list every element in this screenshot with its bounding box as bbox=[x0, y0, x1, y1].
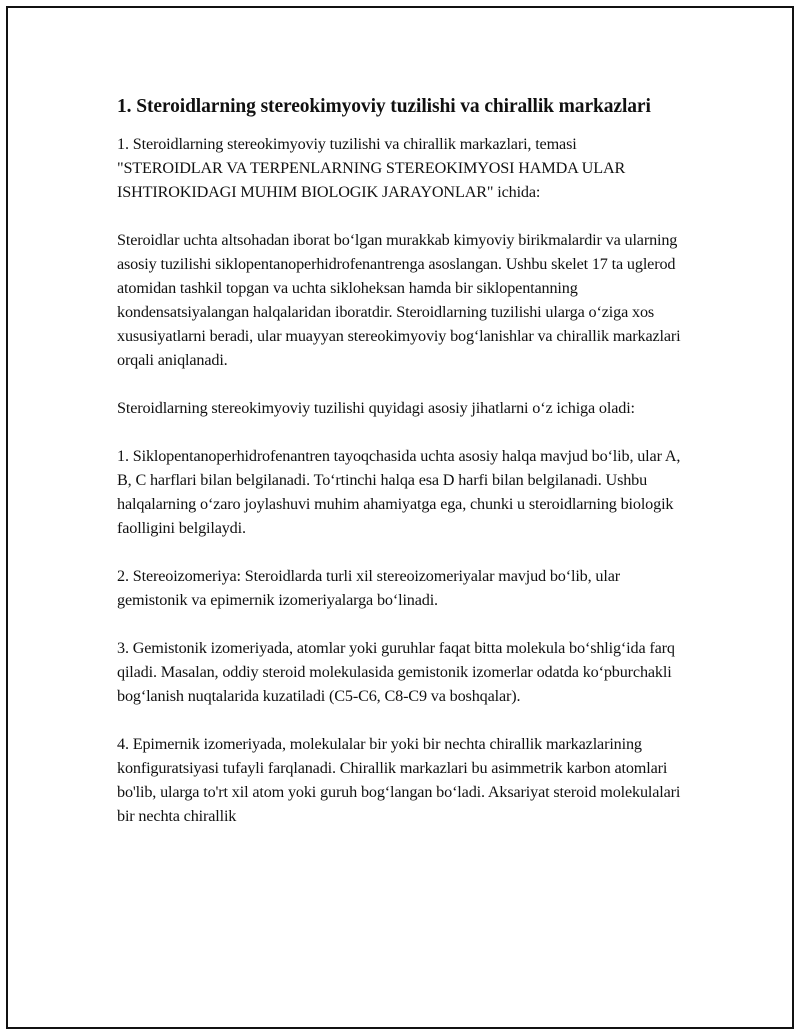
intro-paragraph: 1. Steroidlarning stereokimyoviy tuzilishi va chirallik markazlari, temasi "STEROIDLAR VA TERPENLARNING STEREOKIMYOSI HAMDA ULAR ISHTIROKIDAGI MUHIM BIOLOGIK JARAYONLAR" ichida: bbox=[117, 135, 626, 201]
body-paragraph-definition: Steroidlar uchta altsohadan iborat bo‘lgan murakkab kimyoviy birikmalardir va ularning asosiy tuzilishi siklopentanoperhidrofenantrenga asoslangan. Ushbu skelet 17 ta uglerod atomidan tashkil topgan va uchta sikloheksan hamda bir siklopentanning kondensatsiyalangan halqalaridan iboratdir. Steroidlarning tuzilishi ularga o‘ziga xos xususiyatlarni beradi, ular muayyan stereokimyoviy bog‘lanishlar va chirallik markazlari orqali aniqlanadi. bbox=[117, 231, 681, 369]
body-paragraph-aspects-intro: Steroidlarning stereokimyoviy tuzilishi quyidagi asosiy jihatlarni o‘z ichiga oladi: bbox=[117, 399, 635, 417]
list-item-1: 1. Siklopentanoperhidrofenantren tayoqchasida uchta asosiy halqa mavjud bo‘lib, ular A, B, C harflari bilan belgilanadi. To‘rtinchi halqa esa D harfi bilan belgilanadi. Ushbu halqalarning o‘zaro joylashuvi muhim ahamiyatga ega, chunki u steroidlarning biologik faolligini belgilaydi. bbox=[117, 447, 681, 537]
list-item-2: 2. Stereoizomeriya: Steroidlarda turli xil stereoizomeriyalar mavjud bo‘lib, ular gemistonik va epimernik izomeriyalarga bo‘linadi. bbox=[117, 567, 620, 609]
document-title: 1. Steroidlarning stereokimyoviy tuzilishi va chirallik markazlari bbox=[117, 96, 651, 117]
list-item-3: 3. Gemistonik izomeriyada, atomlar yoki guruhlar faqat bitta molekula bo‘shlig‘ida farq qiladi. Masalan, oddiy steroid molekulasida gemistonik izomerlar odatda ko‘pburchakli bog‘lanish nuqtalarida kuzatiladi (C5-C6, C8-C9 va boshqalar). bbox=[117, 639, 675, 705]
list-item-4: 4. Epimernik izomeriyada, molekulalar bir yoki bir nechta chirallik markazlarining konfiguratsiyasi tufayli farqlanadi. Chirallik markazlari bu asimmetrik karbon atomlari bo'lib, ularga to'rt xil atom yoki guruh bog‘langan bo‘ladi. Aksariyat steroid molekulalari bir nechta chirallik bbox=[117, 735, 681, 825]
document-body bbox=[117, 94, 683, 828]
